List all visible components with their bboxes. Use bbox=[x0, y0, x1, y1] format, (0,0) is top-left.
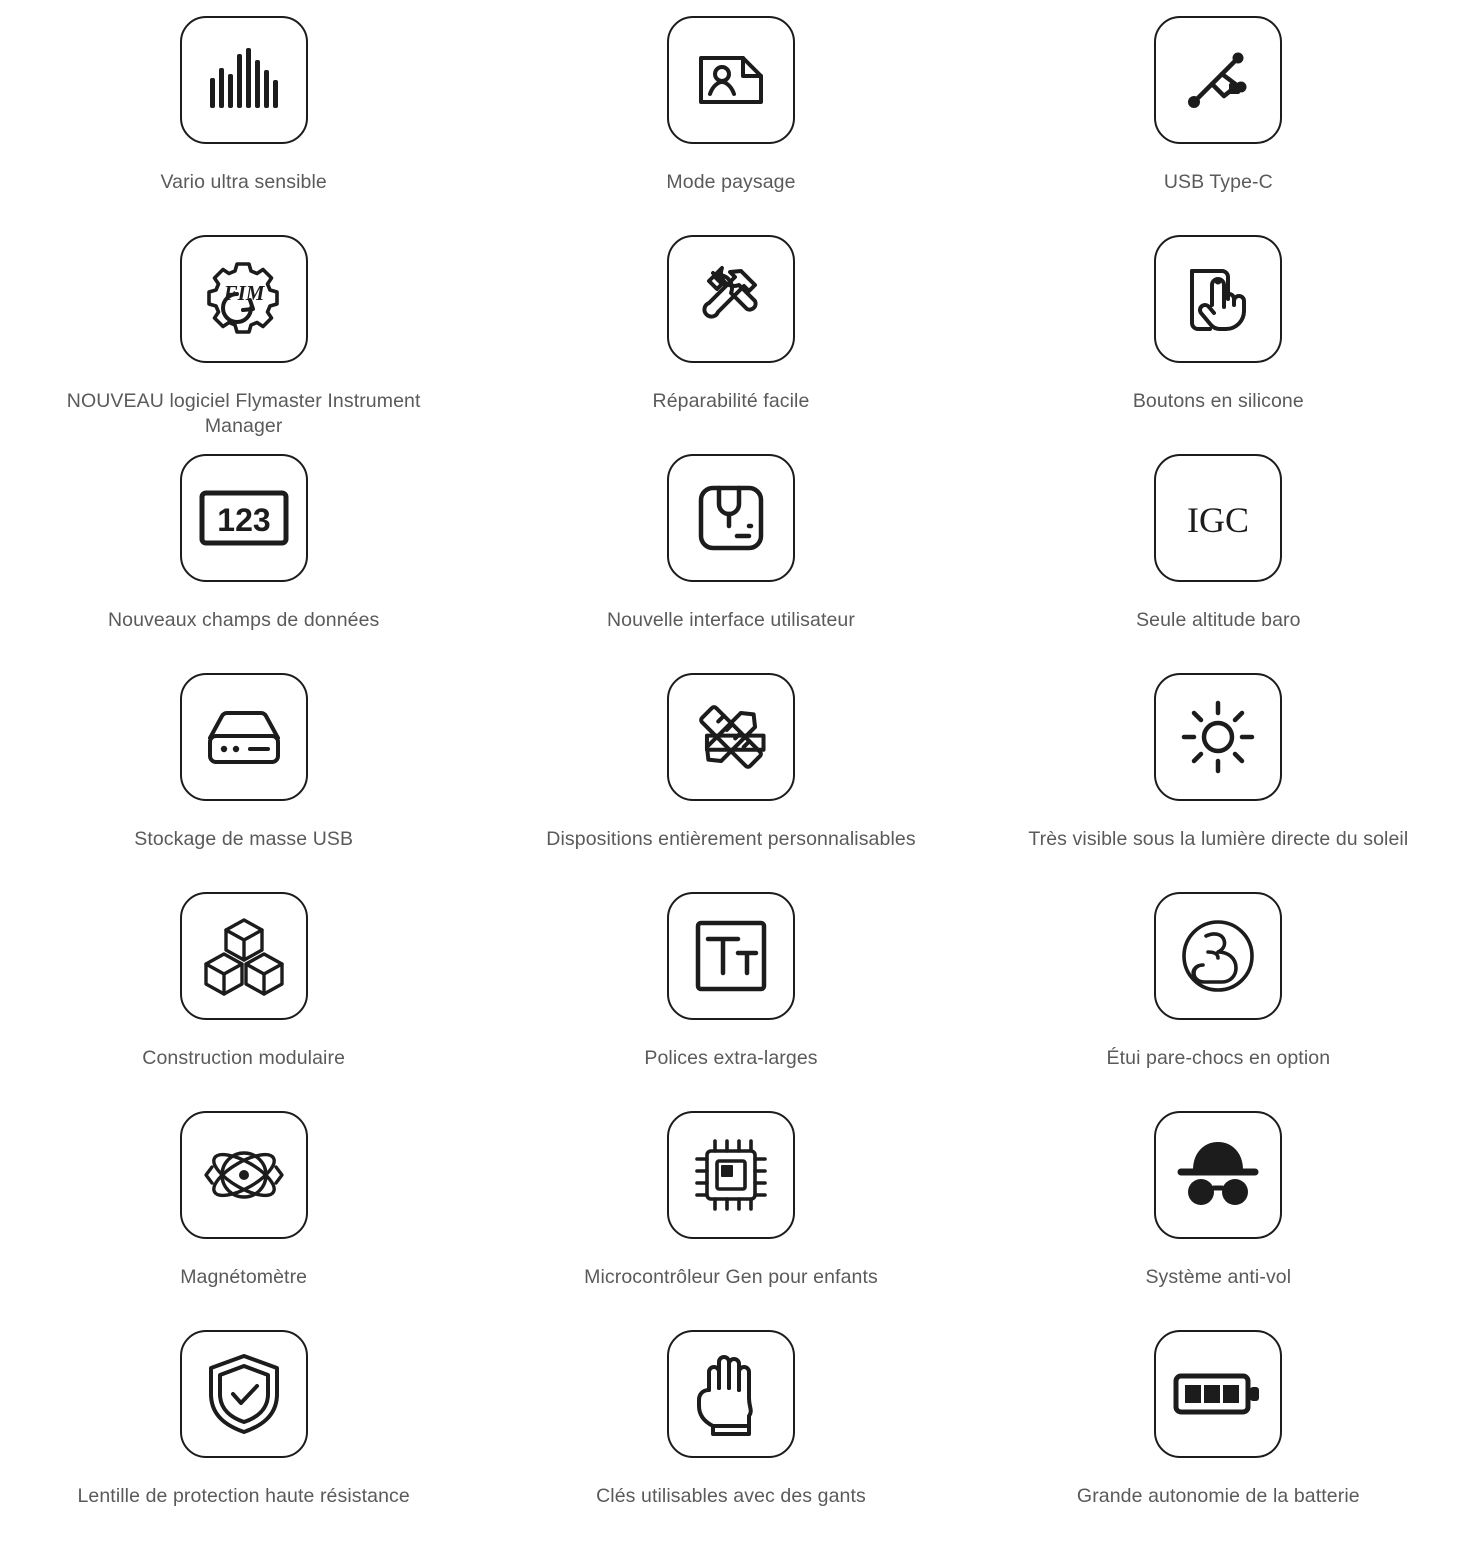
feature-label: Très visible sous la lumière directe du soleil bbox=[1028, 828, 1409, 850]
feature-label: Vario ultra sensible bbox=[160, 171, 327, 193]
feature-item bbox=[975, 16, 1462, 235]
igc-icon bbox=[1154, 454, 1282, 582]
feature-label: NOUVEAU logiciel Flymaster Instrument Manager bbox=[66, 390, 421, 438]
sun-brightness-icon bbox=[1154, 673, 1282, 801]
feature-label: Magnétomètre bbox=[180, 1266, 308, 1288]
feature-item bbox=[975, 1330, 1462, 1549]
bumper-case-muscle-icon bbox=[1154, 892, 1282, 1020]
svg-text:FIM: FIM bbox=[223, 281, 265, 305]
feature-label: Lentille de protection haute résistance bbox=[77, 1485, 410, 1507]
mass-storage-icon bbox=[180, 673, 308, 801]
feature-label: Système anti-vol bbox=[1145, 1266, 1292, 1288]
feature-label: Étui pare-chocs en option bbox=[1106, 1047, 1331, 1069]
microcontroller-chip-icon bbox=[667, 1111, 795, 1239]
feature-item bbox=[0, 454, 487, 673]
feature-label: Stockage de masse USB bbox=[134, 828, 354, 850]
feature-label: Réparabilité facile bbox=[652, 390, 810, 412]
feature-label: Boutons en silicone bbox=[1132, 390, 1304, 412]
battery-icon bbox=[1154, 1330, 1282, 1458]
anti-theft-icon bbox=[1154, 1111, 1282, 1239]
feature-label: Polices extra-larges bbox=[644, 1047, 818, 1069]
feature-item bbox=[975, 235, 1462, 454]
feature-label: Dispositions entièrement personnalisables bbox=[546, 828, 916, 850]
tools-icon bbox=[667, 235, 795, 363]
magnetometer-icon bbox=[180, 1111, 308, 1239]
glove-keys-icon bbox=[667, 1330, 795, 1458]
feature-item bbox=[487, 16, 974, 235]
feature-item bbox=[975, 892, 1462, 1111]
feature-item bbox=[0, 892, 487, 1111]
feature-label: Mode paysage bbox=[666, 171, 796, 193]
numeric-123-icon bbox=[180, 454, 308, 582]
svg-text:123: 123 bbox=[216, 502, 271, 538]
feature-item bbox=[975, 454, 1462, 673]
feature-item bbox=[487, 1330, 974, 1549]
vario-bars-icon bbox=[180, 16, 308, 144]
feature-item bbox=[487, 673, 974, 892]
svg-text:IGC: IGC bbox=[1187, 500, 1250, 540]
feature-item bbox=[975, 673, 1462, 892]
feature-item bbox=[0, 235, 487, 454]
feature-item bbox=[487, 454, 974, 673]
modular-cubes-icon bbox=[180, 892, 308, 1020]
feature-item bbox=[0, 16, 487, 235]
feature-item bbox=[0, 1330, 487, 1549]
large-fonts-icon bbox=[667, 892, 795, 1020]
usb-type-c-icon bbox=[1154, 16, 1282, 144]
feature-item bbox=[487, 892, 974, 1111]
feature-item bbox=[487, 235, 974, 454]
feature-label: USB Type-C bbox=[1163, 171, 1273, 193]
ruler-pencil-icon bbox=[667, 673, 795, 801]
feature-label: Grande autonomie de la batterie bbox=[1076, 1485, 1360, 1507]
feature-label: Nouvelle interface utilisateur bbox=[607, 609, 855, 631]
feature-item bbox=[975, 1111, 1462, 1330]
silicone-button-touch-icon bbox=[1154, 235, 1282, 363]
feature-item bbox=[487, 1111, 974, 1330]
feature-label: Microcontrôleur Gen pour enfants bbox=[584, 1266, 878, 1288]
feature-label: Clés utilisables avec des gants bbox=[596, 1485, 866, 1507]
new-ui-icon bbox=[667, 454, 795, 582]
shield-lens-icon bbox=[180, 1330, 308, 1458]
feature-label: Nouveaux champs de données bbox=[107, 609, 380, 631]
feature-label: Construction modulaire bbox=[142, 1047, 346, 1069]
fim-gear-icon bbox=[180, 235, 308, 363]
landscape-mode-icon bbox=[667, 16, 795, 144]
feature-label: Seule altitude baro bbox=[1136, 609, 1301, 631]
feature-item bbox=[0, 673, 487, 892]
feature-item bbox=[0, 1111, 487, 1330]
